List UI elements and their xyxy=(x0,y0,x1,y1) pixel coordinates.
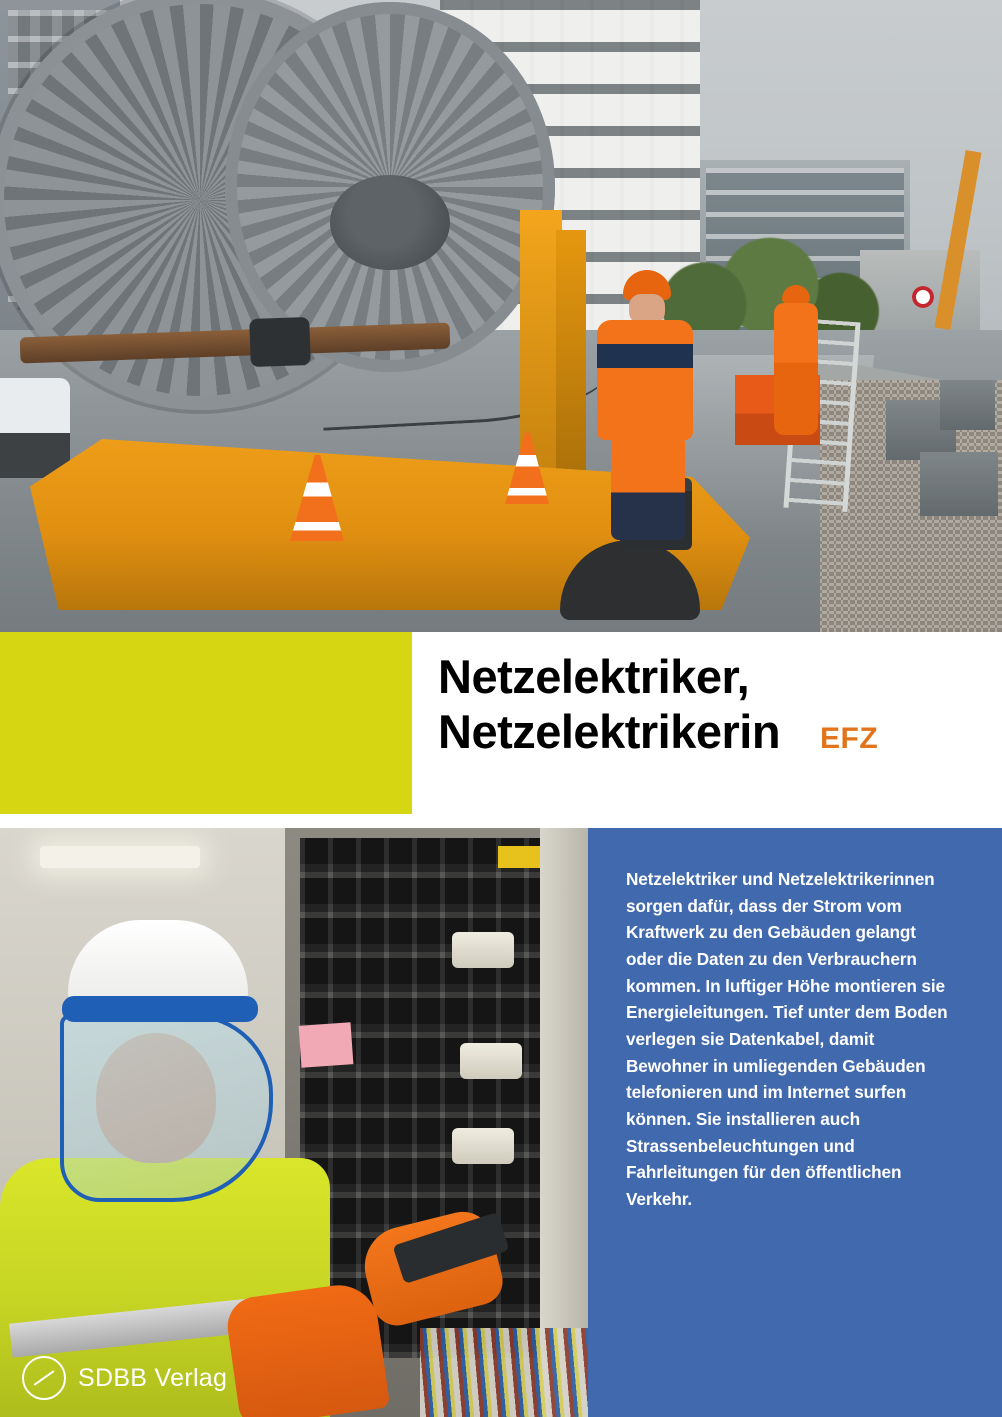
helmet-icon xyxy=(782,285,810,303)
planter-box xyxy=(920,452,998,516)
traffic-sign-icon xyxy=(912,286,934,308)
planter-box xyxy=(940,380,995,430)
insulating-glove-left xyxy=(224,1280,390,1417)
title-line-1: Netzelektriker, xyxy=(438,650,750,703)
hi-vis-jacket xyxy=(597,320,693,440)
cable-bundle xyxy=(420,1328,588,1417)
worker-background xyxy=(768,285,824,435)
title-line-2: Netzelektrikerin xyxy=(438,704,781,758)
sdbb-circle-icon xyxy=(22,1356,66,1400)
title-row-2 xyxy=(438,705,998,760)
axle-collar xyxy=(249,317,311,367)
warning-label xyxy=(299,1022,354,1068)
helmet-band xyxy=(62,996,258,1022)
page-title xyxy=(438,650,998,760)
parked-car xyxy=(0,378,70,478)
publisher-name: SDBB Verlag xyxy=(78,1363,228,1392)
fuse-element xyxy=(452,932,514,968)
fuse-element xyxy=(452,1128,514,1164)
hi-vis-trousers xyxy=(611,435,685,540)
yellow-tag xyxy=(498,846,544,868)
ceiling-light xyxy=(40,846,200,868)
fuse-element xyxy=(460,1043,522,1079)
description-panel xyxy=(588,828,1002,1417)
publisher-logo xyxy=(22,1356,227,1400)
technician-photo xyxy=(0,828,588,1417)
face-shield xyxy=(60,1014,273,1202)
cable-drum-hub xyxy=(330,175,450,270)
title-band xyxy=(0,632,1002,828)
qualification-badge: EFZ xyxy=(820,721,879,755)
worker-foreground xyxy=(575,270,695,540)
hero-photo xyxy=(0,0,1002,632)
bottom-section xyxy=(0,828,1002,1417)
yellow-color-block xyxy=(0,632,412,814)
hi-vis-suit xyxy=(774,303,818,435)
description-text: Netzelektriker und Netzelektrikerinnen sorgen dafür, dass der Strom vom Kraftwerk zu den Gebäuden gelangt oder die Daten zu den Verbrauchern kommen. In luftiger Höhe montieren sie Energieleitungen. Tief unter dem Boden verlegen sie Datenkabel, damit Bewohner in umliegenden Gebäuden telefonieren und im Internet surfen können. Sie installieren auch Strassenbeleuchtungen und Fahrleitungen für den öffentlichen Verkehr. xyxy=(626,869,948,1209)
